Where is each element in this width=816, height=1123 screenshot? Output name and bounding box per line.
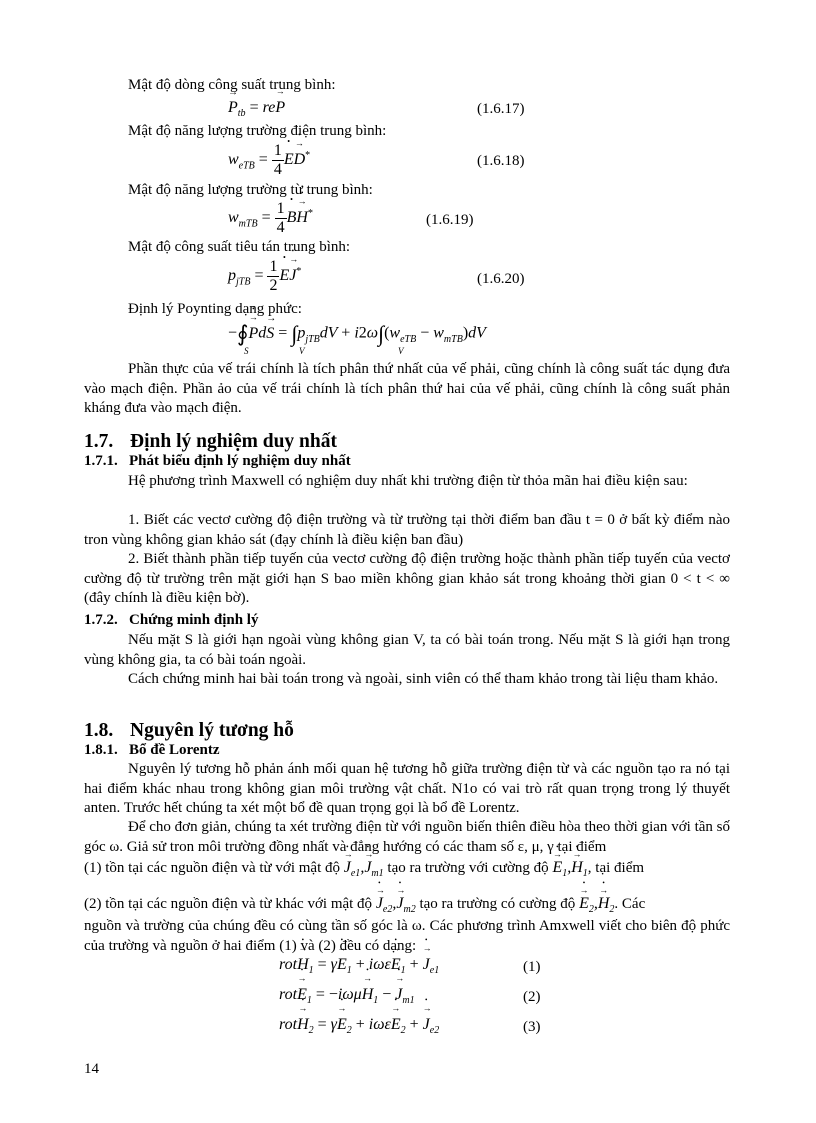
equation-number: (2)	[523, 989, 541, 1005]
subsection-heading: 1.8.1. Bổ đề Lorentz	[84, 742, 220, 758]
equation-number: (1)	[523, 959, 541, 975]
paragraph: Nguyên lý tương hỗ phản ánh mối quan hệ tương hỗ giữa trường điện từ và các nguồn tạo ra nó tại hai điểm khác nhau trong không gian môi trường vật chất. N1o có vai trò rất quan trọng trong lý thuyết anten. Trước hết chúng ta xét một bổ đề quan trọng gọi là bổ đề Lorentz.	[84, 761, 730, 816]
text-line-electric-energy: Mật độ năng lượng trường điện trung bình:	[128, 123, 387, 139]
paragraph: 1. Biết các vectơ cường độ điện trường và từ trường tại thời điểm ban đầu t = 0 ở bất kỳ điểm nào tron vùng không gian khảo sát (đạy chính là điều kiện ban đầu)	[84, 512, 730, 548]
text-line-poynting: Định lý Poynting dạng phức:	[128, 301, 302, 317]
text-line-sources-point-1: (1) tồn tại các nguồn điện và từ với mật độ → J $•_{e1},\to J$ $•_{m1}$ tạo ra trường với cường độ → E $•_1,\to H$ $•_1$, tại điểm	[84, 858, 644, 883]
paragraph: 2. Biết thành phần tiếp tuyến của vectơ cường độ điện trường hoặc thành phần tiếp tuyến của vectơ cường độ từ trường trên mặt giới hạn S bao miền không gian khảo sát trong khoảng thời gian 0 < t < ∞ (đây chính là điều kiện bờ).	[84, 551, 730, 606]
equation-rot-h2: rot→ H $•_2 = \gamma\to E$ $•_2 + i\omega\varepsilon\to E$ $•_2$ + → J $•_{e2}$	[279, 1016, 439, 1036]
section-heading: 1.8. Nguyên lý tương hỗ	[84, 720, 294, 741]
equation-rot-e1: rot→ E $•_1 = -i\omega\mu\to H$ $•_1$ − → J $•_{m1}$	[279, 986, 415, 1006]
text-line-power-density: Mật độ dòng công suất trung bình:	[128, 77, 336, 93]
subsection-heading: 1.7.2. Chứng minh định lý	[84, 612, 259, 628]
paragraph: Nếu mặt S là giới hạn ngoài vùng không gian V, ta có bài toán trong. Nếu mặt S là giới hạn trong vùng không gia, ta có bài toán ngoài.	[84, 632, 730, 668]
equation-number: (1.6.19)	[426, 212, 474, 228]
subsection-heading: 1.7.1. Phát biểu định lý nghiệm duy nhất	[84, 453, 351, 469]
section-heading: 1.7. Định lý nghiệm duy nhất	[84, 431, 337, 452]
equation-1-6-19: $w_{mTB}$ = $\frac{1}{4}$ B •→ H •*	[228, 200, 313, 237]
equation-number: (1.6.20)	[477, 271, 525, 287]
paragraph: nguồn và trường của chúng đều có cùng tần số góc là ω. Các phương trình Amxwell viết cho biên độ phức của trường và nguồn ở hai điểm (1) và (2) đều có dạng:	[84, 918, 730, 954]
equation-1-6-18: $w_{eTB}$ = $\frac{1}{4}$ E •→ D •*	[228, 142, 310, 179]
limit-v: V	[398, 346, 404, 356]
equation-rot-h1: rot→ H $•_1 = \gamma\to E$ $•_1 + i\omega\varepsilon\to E$ $•_1$ + → J $•_{e1}$	[279, 956, 439, 976]
equation-number: (1.6.18)	[477, 153, 525, 169]
paragraph: Cách chứng minh hai bài toán trong và ngoài, sinh viên có thể tham khảo trong tài liệu tham khảo.	[128, 671, 719, 687]
paragraph: Phần thực của vế trái chính là tích phân thứ nhất của vế phải, cũng chính là công suất tác dụng đưa vào mạch điện. Phần ảo của vế trái chính là tích phân thứ hai của vế phải, cũng chính là công suất phản kháng đưa vào mạch điện.	[84, 361, 730, 416]
equation-1-6-17: → $P_{tb} = re\to P$ •	[228, 99, 285, 119]
equation-number: (1.6.17)	[477, 101, 525, 117]
page-number: 14	[84, 1061, 99, 1077]
limit-v: V	[299, 346, 305, 356]
paragraph: Hệ phương trình Maxwell có nghiệm duy nhất khi trường điện từ thỏa mãn hai điều kiện sau:	[128, 473, 688, 489]
equation-1-6-20: $p_{jTB}$ = $\frac{1}{2}$ E •→ J •*	[228, 258, 301, 295]
equation-number: (3)	[523, 1019, 541, 1035]
text-line-dissipation: Mật độ công suất tiêu tán trung bình:	[128, 239, 351, 255]
paragraph: Để cho đơn giản, chúng ta xét trường điện từ với nguồn biến thiên điều hòa theo thời gian với tần số góc ω. Giả sử tron môi trường đồng nhất và đẳng hướng có các tham số ε, μ, γ tại điểm	[84, 819, 730, 855]
limit-s: S	[244, 346, 249, 356]
text-line-magnetic-energy: Mật độ năng lượng trường từ trung bình:	[128, 182, 373, 198]
text-line-sources-point-2: (2) tồn tại các nguồn điện và từ khác với mật độ → J $•_{e2},\to J$ $•_{m2}$ tạo ra trường có cường độ → E $•_2,\to H$ $•_2$. Các	[84, 894, 645, 919]
equation-poynting-complex: −∮→ P •d→ $S = \int p_{jTB}dV + i2\omega\int(w_{eTB} - w_{mTB})dV$	[228, 321, 486, 347]
